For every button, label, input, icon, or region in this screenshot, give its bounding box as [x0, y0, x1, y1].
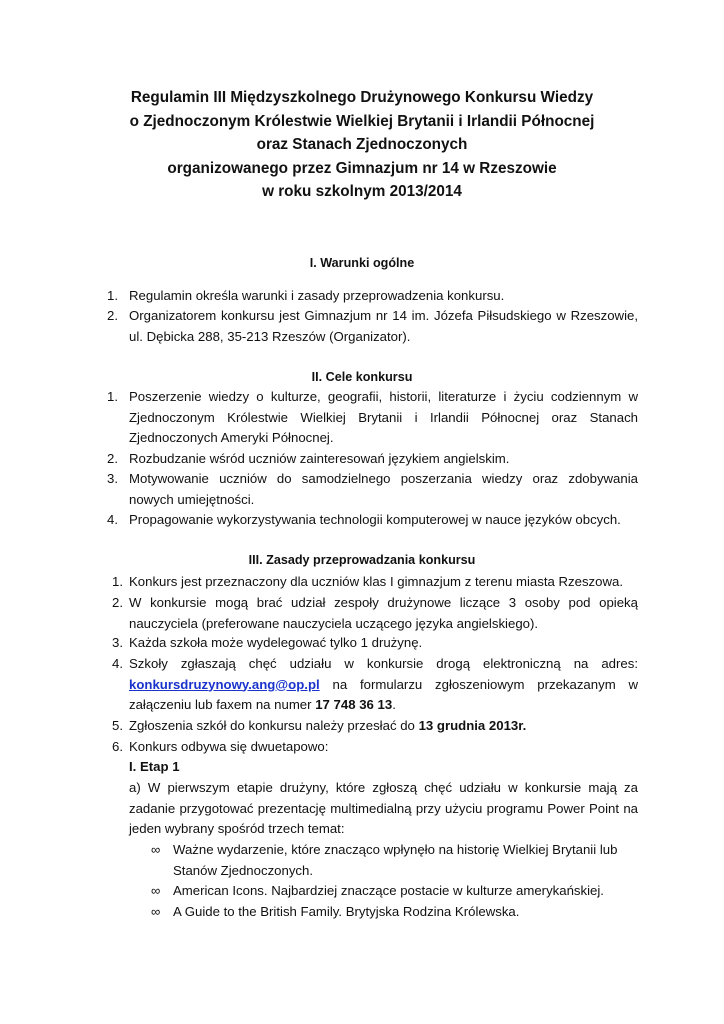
list-item [107, 387, 638, 449]
topic-text: Ważne wydarzenie, które znacząco wpłynęło na historię Wielkiej Brytanii lub Stanów Zjednoczonych. [173, 842, 618, 878]
list-item [112, 716, 638, 737]
list-text-part: Zgłoszenia szkół do konkursu należy przesłać do [129, 718, 415, 733]
list-number: 2. [107, 308, 118, 323]
list-text: Motywowanie uczniów do samodzielnego poszerzania wiedzy oraz zdobywania nowych umiejętności. [129, 471, 638, 507]
list-number: 3. [112, 635, 123, 650]
list-item [107, 449, 638, 470]
infinity-bullet-icon: ∞ [151, 842, 161, 857]
list-item [112, 654, 638, 716]
deadline-date: 13 grudnia 2013r. [418, 718, 527, 733]
list-number: 4. [112, 656, 123, 671]
title-line-4: organizowanego przez Gimnazjum nr 14 w Rzeszowie [167, 159, 557, 177]
infinity-bullet-icon: ∞ [151, 904, 161, 919]
section-2-heading: II. Cele konkursu [311, 370, 413, 384]
title-line-2: o Zjednoczonym Królestwie Wielkiej Brytanii i Irlandii Północnej [129, 112, 595, 130]
list-text: Regulamin określa warunki i zasady przeprowadzenia konkursu. [129, 288, 505, 303]
list-number: 6. [112, 739, 123, 754]
list-text: Organizatorem konkursu jest Gimnazjum nr 14 im. Józefa Piłsudskiego w Rzeszowie, ul. Dębicka 288, 35-213 Rzeszów (Organizator). [129, 308, 638, 344]
list-item [107, 510, 638, 531]
topic-text: American Icons. Najbardziej znaczące postacie w kulturze amerykańskiej. [173, 883, 604, 898]
list-text: W konkursie mogą brać udział zespoły drużynowe liczące 3 osoby pod opieką nauczyciela (preferowane nauczyciela uczącego języka angielskiego). [129, 595, 638, 631]
section-1-heading: I. Warunki ogólne [309, 256, 415, 270]
list-number: 4. [107, 512, 118, 527]
list-number: 3. [107, 471, 118, 486]
list-number: 1. [107, 389, 118, 404]
fax-number: 17 748 36 13 [315, 697, 393, 712]
topic-text: A Guide to the British Family. Brytyjska Rodzina Królewska. [173, 904, 520, 919]
stage-1-paragraph: a) W pierwszym etapie drużyny, które zgłoszą chęć udziału w konkursie mają za zadanie przygotować prezentację multimedialną przy użyciu programu Power Point na jeden wybrany spośród trzech temat: [129, 780, 638, 836]
list-text: Każda szkoła może wydelegować tylko 1 drużynę. [129, 635, 423, 650]
infinity-bullet-icon: ∞ [151, 883, 161, 898]
list-item [151, 902, 638, 923]
list-text [129, 654, 638, 716]
list-item [112, 572, 638, 593]
list-item [107, 286, 638, 307]
list-number: 5. [112, 718, 123, 733]
email-link[interactable]: konkursdruzynowy.ang@op.pl [129, 676, 320, 692]
title-line-5: w roku szkolnym 2013/2014 [262, 183, 462, 200]
list-number: 2. [112, 595, 123, 610]
list-text: Konkurs odbywa się dwuetapowo: [129, 739, 329, 754]
list-item [151, 881, 638, 902]
stage-1-heading: I. Etap 1 [129, 759, 180, 774]
title-line-3: oraz Stanach Zjednoczonych [256, 136, 468, 153]
document-title [100, 86, 624, 204]
list-number: 1. [107, 288, 118, 303]
title-line-1: Regulamin III Międzyszkolnego Drużynowego Konkursu Wiedzy [130, 89, 594, 106]
list-text-part: na formularzu zgłoszeniowym przekazanym w załączeniu lub faxem na numer [129, 676, 639, 712]
list-text-part: . [392, 697, 396, 712]
list-item [107, 306, 638, 347]
list-text: Konkurs jest przeznaczony dla uczniów klas I gimnazjum z terenu miasta Rzeszowa. [129, 574, 624, 589]
list-text [129, 716, 638, 737]
list-item [112, 737, 638, 758]
list-number: 2. [107, 451, 118, 466]
list-text: Propagowanie wykorzystywania technologii komputerowej w nauce języków obcych. [129, 512, 621, 527]
list-item [107, 469, 638, 510]
list-text: Poszerzenie wiedzy o kulturze, geografii, historii, literaturze i życiu codziennym w Zjednoczonym Królestwie Wielkiej Brytanii i Irlandii Północnej oraz Stanach Zjednoczonych Ameryki Północnej. [129, 389, 638, 445]
section-3-heading: III. Zasady przeprowadzania konkursu [248, 553, 476, 567]
list-text: Rozbudzanie wśród uczniów zainteresowań językiem angielskim. [129, 451, 510, 466]
list-item [151, 840, 638, 881]
list-item [112, 593, 638, 634]
list-item [112, 633, 638, 654]
list-number: 1. [112, 574, 123, 589]
list-text-part: Szkoły zgłaszają chęć udziału w konkursie drogą elektroniczną na adres: [129, 656, 638, 671]
